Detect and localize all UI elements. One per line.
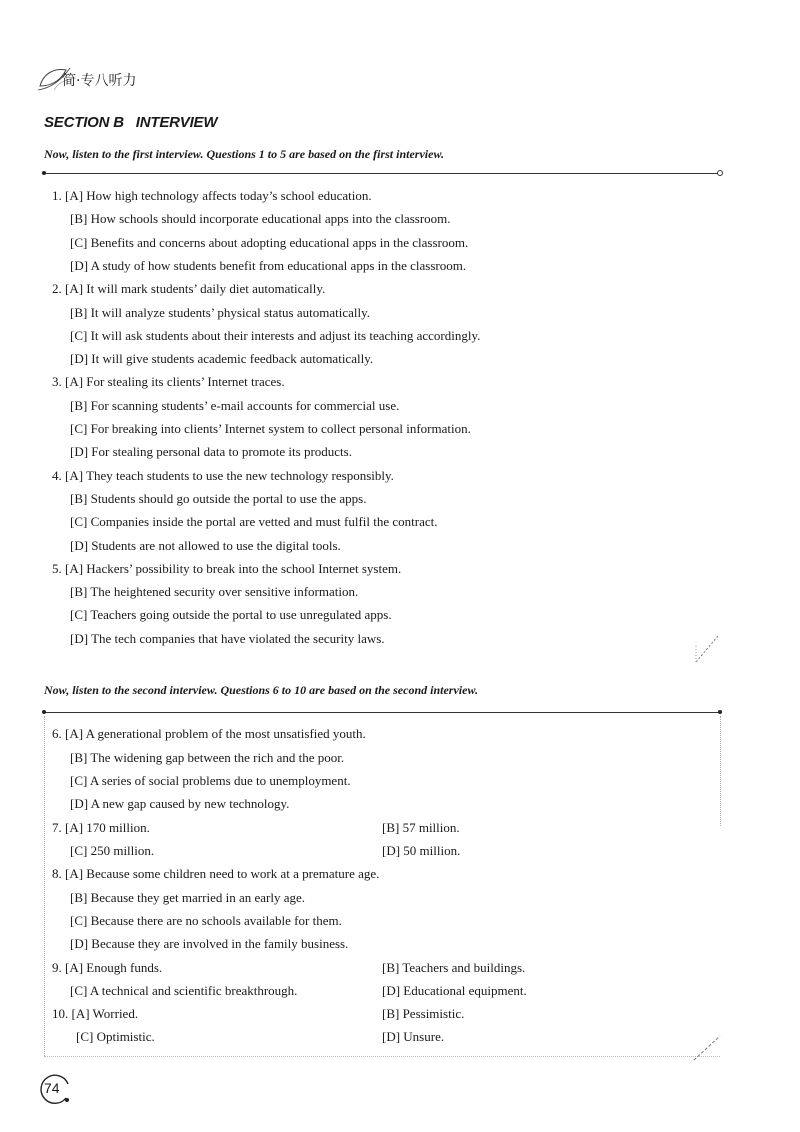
option-letter: [B]: [70, 398, 88, 413]
question-number: 1.: [52, 188, 62, 203]
option-letter: [A]: [65, 866, 84, 881]
question-2-option-b: [70, 305, 370, 321]
option-text: It will analyze students’ physical status automatically.: [90, 305, 371, 320]
left-dotted-border: [44, 716, 45, 1056]
option-text: Because they are involved in the family business.: [91, 936, 349, 951]
question-7-option-b: [B] 57 million.: [382, 820, 460, 835]
interview2-instruction: Now, listen to the second interview. Questions 6 to 10 are based on the second interview.: [44, 683, 479, 697]
option-text: The widening gap between the rich and the poor.: [90, 750, 345, 765]
question-4-option-a: [52, 468, 394, 484]
question-4-option-c: [70, 514, 438, 530]
option-letter: [D]: [70, 936, 89, 951]
question-3-option-b: [70, 398, 399, 414]
option-letter: [A]: [65, 726, 84, 741]
option-text: How high technology affects today’s school education.: [86, 188, 372, 203]
interview1-instruction: Now, listen to the first interview. Questions 1 to 5 are based on the first interview.: [44, 147, 445, 161]
question-7-option-a: [52, 820, 150, 836]
question-number: 2.: [52, 281, 62, 296]
divider-rule: [44, 173, 720, 174]
question-10-option-a: [52, 1006, 138, 1022]
question-number: 4.: [52, 468, 62, 483]
question-5-option-a: [52, 561, 401, 577]
option-letter: [D]: [70, 796, 89, 811]
question-2-option-d: [70, 351, 373, 367]
book-series-title: 简·专八听力: [62, 73, 137, 89]
option-text: Teachers going outside the portal to use unregulated apps.: [90, 607, 392, 622]
option-text: Because they get married in an early age.: [90, 890, 305, 905]
question-number: 9.: [52, 960, 62, 975]
question-number: 8.: [52, 866, 62, 881]
option-text: It will mark students’ daily diet automatically.: [86, 281, 326, 296]
option-text: Hackers’ possibility to break into the school Internet system.: [86, 561, 402, 576]
option-letter: [B]: [70, 305, 88, 320]
option-text: It will ask students about their interests and adjust its teaching accordingly.: [90, 328, 481, 343]
option-text: Companies inside the portal are vetted and must fulfil the contract.: [90, 514, 438, 529]
option-text: For stealing personal data to promote its products.: [91, 444, 352, 459]
question-number: 5.: [52, 561, 62, 576]
option-letter: [C]: [70, 514, 88, 529]
question-3-option-a: [52, 374, 285, 390]
option-letter: [C]: [70, 913, 88, 928]
question-5-option-b: [70, 584, 358, 600]
option-letter: [C]: [70, 421, 88, 436]
question-5-option-d: [70, 631, 385, 647]
question-1-option-a: [52, 188, 372, 204]
option-letter: [D]: [70, 351, 89, 366]
option-text: How schools should incorporate educational apps into the classroom.: [90, 211, 451, 226]
option-letter: [C]: [70, 773, 88, 788]
option-text: A generational problem of the most unsatisfied youth.: [85, 726, 366, 741]
question-9-option-a: [52, 960, 162, 976]
pencil-mark-icon: [690, 1032, 724, 1062]
option-letter: [C]: [70, 235, 88, 250]
option-text: For breaking into clients’ Internet system to collect personal information.: [90, 421, 471, 436]
question-6-option-d: [70, 796, 289, 812]
question-8-option-d: [70, 936, 348, 952]
question-8-option-c: [70, 913, 342, 929]
option-text: [A] Worried.: [71, 1006, 139, 1021]
question-3-option-c: [70, 421, 471, 437]
option-text: The heightened security over sensitive information.: [90, 584, 359, 599]
page-number: 74: [44, 1080, 60, 1096]
question-number: 3.: [52, 374, 62, 389]
option-text: They teach students to use the new technology responsibly.: [86, 468, 394, 483]
option-letter: [B]: [70, 584, 88, 599]
question-10-option-b: [B] Pessimistic.: [382, 1006, 465, 1021]
option-text: The tech companies that have violated the security laws.: [91, 631, 385, 646]
option-letter: [A]: [65, 374, 84, 389]
question-4-option-d: [70, 538, 341, 554]
divider-rule: [44, 712, 720, 713]
question-7-option-c: [C] 250 million.: [70, 843, 155, 858]
option-text: A study of how students benefit from educational apps in the classroom.: [90, 258, 467, 273]
option-text: [A] 170 million.: [65, 820, 150, 835]
question-9-option-d: [D] Educational equipment.: [382, 983, 527, 998]
question-9-option-c: [C] A technical and scientific breakthrough.: [70, 983, 298, 998]
option-letter: [A]: [65, 281, 84, 296]
option-text: A series of social problems due to unemployment.: [89, 773, 351, 788]
question-5-option-c: [70, 607, 392, 623]
question-1-option-c: [70, 235, 468, 251]
bottom-dotted-rule: [44, 1056, 720, 1057]
option-letter: [A]: [65, 561, 84, 576]
option-text: Students are not allowed to use the digital tools.: [91, 538, 341, 553]
option-text: A new gap caused by new technology.: [90, 796, 290, 811]
option-letter: [A]: [65, 468, 84, 483]
pencil-mark-icon: [692, 632, 722, 664]
question-1-option-b: [70, 211, 451, 227]
option-text: For stealing its clients’ Internet traces.: [86, 374, 285, 389]
option-letter: [D]: [70, 538, 89, 553]
question-number: 6.: [52, 726, 62, 741]
option-text: Benefits and concerns about adopting educational apps in the classroom.: [90, 235, 469, 250]
option-text: For scanning students’ e-mail accounts for commercial use.: [90, 398, 400, 413]
option-letter: [B]: [70, 890, 88, 905]
question-8-option-b: [70, 890, 305, 906]
question-9-option-b: [B] Teachers and buildings.: [382, 960, 526, 975]
right-dotted-border: [720, 716, 721, 826]
option-letter: [D]: [70, 631, 89, 646]
option-text: It will give students academic feedback automatically.: [91, 351, 374, 366]
question-2-option-c: [70, 328, 480, 344]
option-letter: [C]: [70, 328, 88, 343]
option-text: Because there are no schools available for them.: [90, 913, 342, 928]
question-6-option-a: [52, 726, 366, 742]
section-title: SECTION B INTERVIEW: [44, 114, 218, 131]
option-letter: [B]: [70, 491, 88, 506]
option-text: [A] Enough funds.: [65, 960, 163, 975]
question-6-option-c: [70, 773, 351, 789]
question-7-option-d: [D] 50 million.: [382, 843, 461, 858]
option-text: Students should go outside the portal to use the apps.: [90, 491, 367, 506]
option-letter: [B]: [70, 211, 88, 226]
question-8-option-a: [52, 866, 379, 882]
option-letter: [C]: [70, 607, 88, 622]
question-3-option-d: [70, 444, 352, 460]
option-letter: [A]: [65, 188, 84, 203]
option-letter: [D]: [70, 258, 89, 273]
question-6-option-b: [70, 750, 344, 766]
option-text: Because some children need to work at a premature age.: [86, 866, 380, 881]
question-10-option-d: [D] Unsure.: [382, 1029, 445, 1044]
option-letter: [B]: [70, 750, 88, 765]
question-10-option-c: [C] Optimistic.: [76, 1029, 155, 1044]
option-letter: [D]: [70, 444, 89, 459]
question-number: 7.: [52, 820, 62, 835]
question-1-option-d: [70, 258, 466, 274]
question-number: 10.: [52, 1006, 69, 1021]
question-4-option-b: [70, 491, 366, 507]
question-2-option-a: [52, 281, 325, 297]
